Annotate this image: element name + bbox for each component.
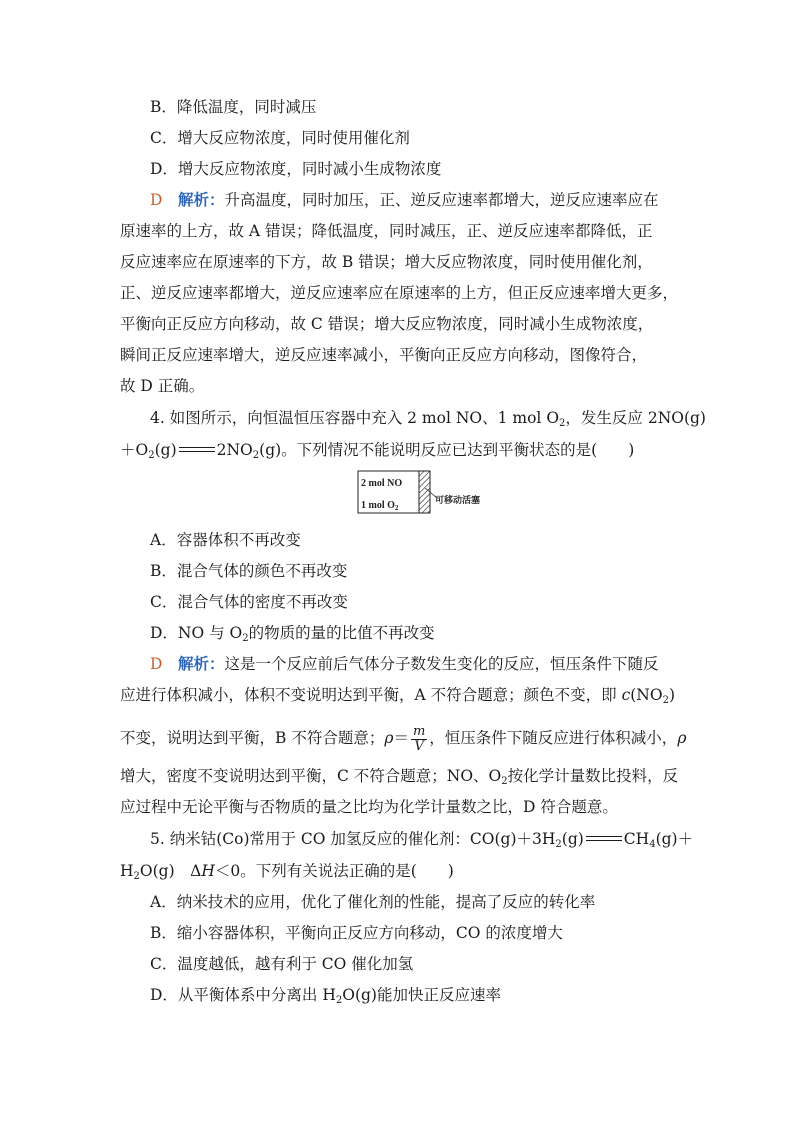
density-fraction: $\frac{m}{V}$ xyxy=(412,723,426,754)
q3-explanation-line-3: 反应速率应在原速率的下方，故 B 错误；增大反应物浓度，同时使用催化剂， xyxy=(120,253,653,271)
q5-stem-line-2: $H_2O(g)$ ΔH＜0。下列有关说法正确的是( ) xyxy=(120,862,454,882)
q3-option-c: C．增大反应物浓度，同时使用催化剂 xyxy=(150,129,410,147)
q3-explanation-line-4: 正、逆反应速率都增大，逆反应速率应在原速率的上方，但正反应速率增大更多， xyxy=(120,284,679,302)
q4-explanation-line-2: 应进行体积减小，体积不变说明达到平衡，A 不符合题意；颜色不变，即 $c(NO_2)$ xyxy=(120,686,676,706)
figure-top-label: 2 mol NO xyxy=(361,478,403,489)
q4-explanation-line-4: 增大，密度不变说明达到平衡，C 不符合题意；NO、$O_2$按化学计量数比投料，反 xyxy=(120,767,679,787)
q4-option-b: B．混合气体的颜色不再改变 xyxy=(150,562,348,580)
piston xyxy=(419,471,430,513)
q4-explanation-line-3: 不变，说明达到平衡，B 不符合题意；ρ＝ $\frac{m}{V}$ ，恒压条件下随反应进行体积减小，ρ xyxy=(120,723,687,754)
q3-answer: D xyxy=(150,191,163,209)
equilibrium-arrow xyxy=(177,446,217,456)
q4-stem-line-1: 4. 如图所示，向恒温恒压容器中充入 2 mol NO、1 mol $O_2$，发生反应 2NO(g) xyxy=(150,409,706,429)
container-figure xyxy=(357,470,481,514)
q3-exp-text: 升高温度，同时加压，正、逆反应速率都增大，逆反应速率应在 xyxy=(224,191,659,209)
q3-jiexi-label: 解析： xyxy=(177,190,225,209)
q4-answer: D xyxy=(150,655,163,673)
q3-option-b: B．降低温度，同时减压 xyxy=(150,98,317,116)
q4-explanation-line-5: 应过程中无论平衡与否物质的量之比均为化学计量数之比，D 符合题意。 xyxy=(120,798,618,816)
figure-piston-label: 可移动活塞 xyxy=(435,496,481,506)
q3-option-d: D．增大反应物浓度，同时减小生成物浓度 xyxy=(150,160,442,178)
q5-option-b: B．缩小容器体积，平衡向正反应方向移动，CO 的浓度增大 xyxy=(150,924,563,942)
q4-explanation-line-1: D 解析：这是一个反应前后气体分子数发生变化的反应，恒压条件下随反 xyxy=(150,654,659,673)
q3-explanation-line-6: 瞬间正反应速率增大，逆反应速率减小，平衡向正反应方向移动，图像符合， xyxy=(120,346,648,364)
q4-option-d: D．NO 与 $O_2$的物质的量的比值不再改变 xyxy=(150,624,435,644)
q5-option-c: C．温度越低，越有利于 CO 催化加氢 xyxy=(150,955,414,973)
equilibrium-arrow xyxy=(584,835,624,845)
q4-option-c: C．混合气体的密度不再改变 xyxy=(150,593,348,611)
q5-stem-line-1: 5. 纳米钴(Co)常用于 CO 加氢反应的催化剂：$CO(g)+3H_2(g)$ $CH_4(g)+$ xyxy=(150,830,694,850)
q3-explanation-line-5: 平衡向正反应方向移动，故 C 错误；增大反应物浓度，同时减小生成物浓度， xyxy=(120,315,654,333)
figure-bottom-label: 1 mol $O_2$ xyxy=(361,500,399,512)
q4-stem-line-2: $+O_2(g)$ $2NO_2(g)$。下列情况不能说明反应已达到平衡状态的是( ) xyxy=(120,441,635,461)
q4-jiexi-label: 解析： xyxy=(177,654,225,673)
q3-explanation-line-1 xyxy=(150,190,658,210)
q3-explanation-line-7: 故 D 正确。 xyxy=(120,377,205,395)
q4-option-a: A．容器体积不再改变 xyxy=(150,531,301,549)
q3-explanation-line-2: 原速率的上方，故 A 错误；降低温度，同时减压，正、逆反应速率都降低，正 xyxy=(120,222,653,240)
q5-option-a: A．纳米技术的应用，优化了催化剂的性能，提高了反应的转化率 xyxy=(150,893,596,911)
q5-option-d: D．从平衡体系中分离出 $H_2O(g)$能加快正反应速率 xyxy=(150,986,501,1006)
